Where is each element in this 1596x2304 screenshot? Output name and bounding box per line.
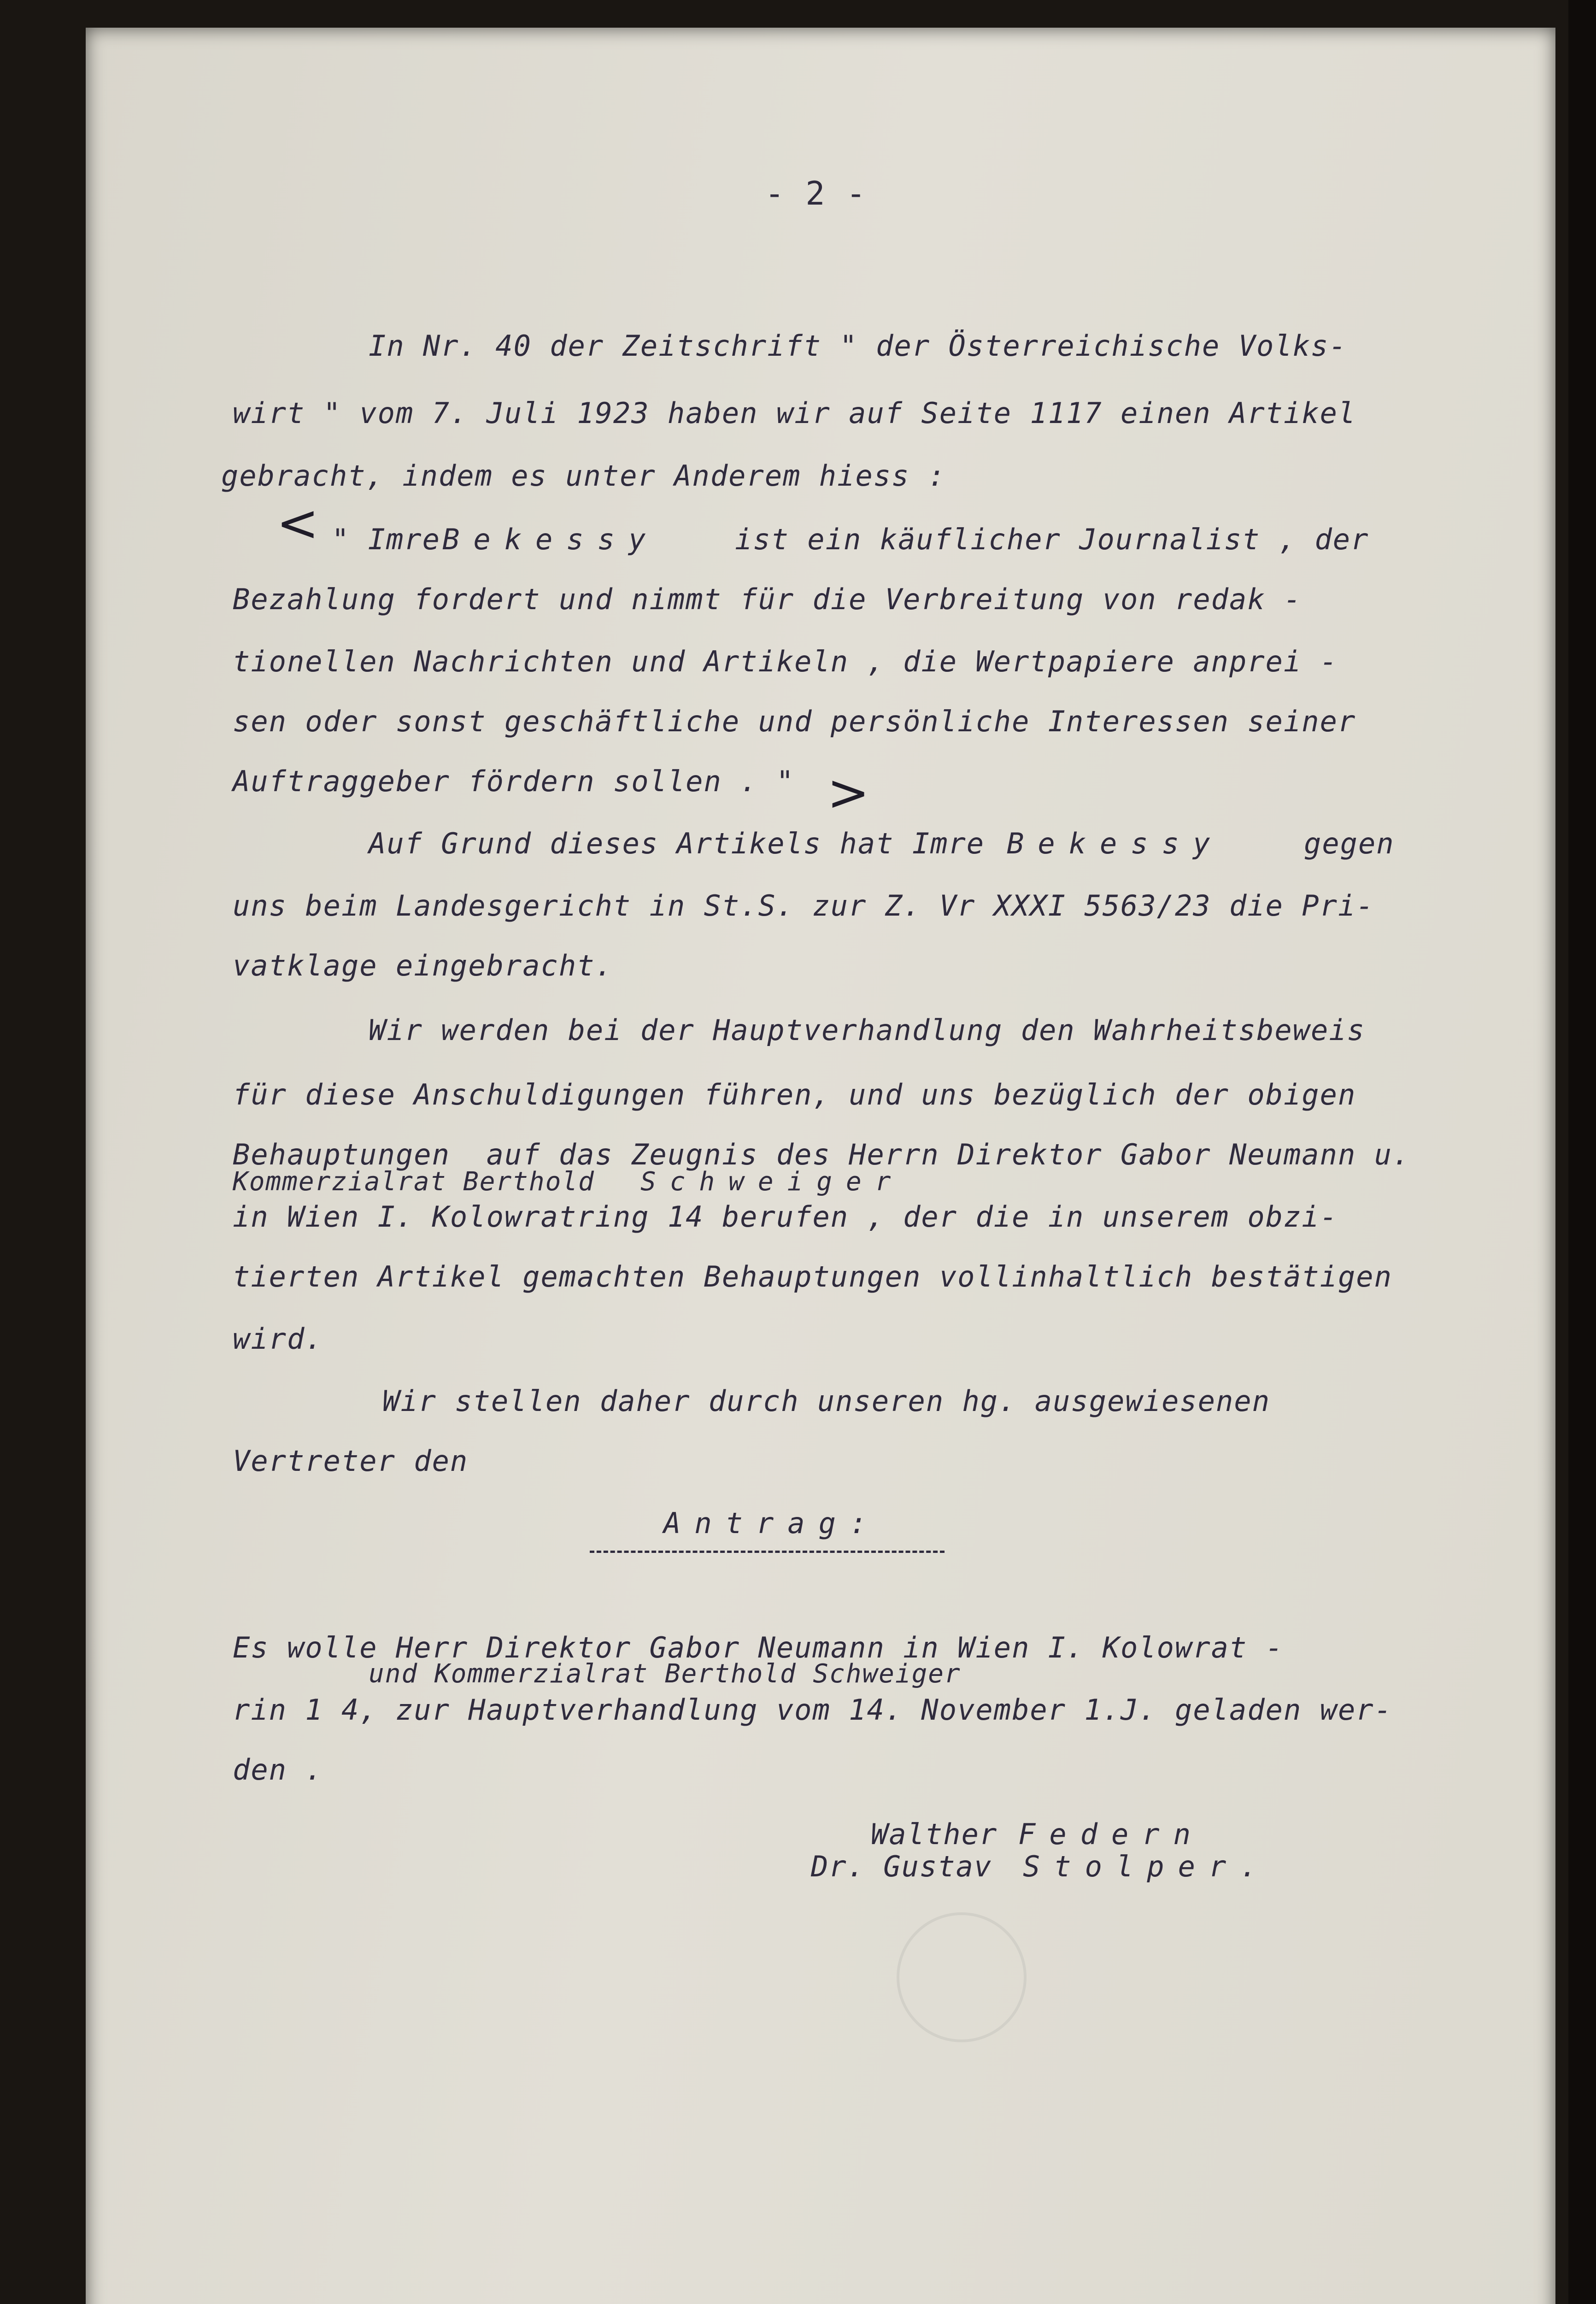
text-line: gegen xyxy=(1304,827,1395,860)
text-line: rin 1 4, zur Hauptverhandlung vom 14. November 1.J. geladen wer- xyxy=(233,1693,1392,1727)
text-line: Auf Grund dieses Artikels hat Imre xyxy=(369,827,985,860)
faded-stamp xyxy=(897,1912,1027,2042)
text-line: für diese Anschuldigungen führen, und uns bezüglich der obigen xyxy=(233,1078,1356,1111)
spaced-name: Schweiger xyxy=(640,1167,905,1197)
text-line: den . xyxy=(233,1753,323,1787)
scan-edge xyxy=(1568,0,1596,2304)
signature-line: Walther xyxy=(871,1817,998,1851)
text-line: tionellen Nachrichten und Artikeln , die Wertpapiere anprei - xyxy=(233,645,1338,678)
text-line: tierten Artikel gemachten Behauptungen vollinhaltlich bestätigen xyxy=(233,1260,1392,1293)
antrag-heading: Antrag: xyxy=(663,1506,881,1540)
text-line: und Kommerzialrat Berthold Schweiger xyxy=(369,1659,961,1689)
text-line: Auftraggeber fördern sollen . " xyxy=(233,764,795,798)
signature-line: Dr. Gustav xyxy=(811,1850,992,1883)
antrag-underline xyxy=(590,1551,945,1553)
text-line: In Nr. 40 der Zeitschrift " der Österreichische Volks- xyxy=(369,329,1347,363)
text-line: " Imre xyxy=(332,523,440,556)
signature-name: Stolper. xyxy=(1023,1850,1271,1883)
open-angle-mark: < xyxy=(276,494,319,552)
spaced-name: Bekessy xyxy=(442,523,660,556)
text-line: Wir stellen daher durch unseren hg. ausgewiesenen xyxy=(382,1384,1271,1418)
text-line: in Wien I. Kolowratring 14 berufen , der die in unserem obzi- xyxy=(233,1200,1338,1234)
text-line: Vertreter den xyxy=(233,1444,469,1478)
page-number: - 2 - xyxy=(765,175,867,212)
text-line: ist ein käuflicher Journalist , der xyxy=(735,523,1369,556)
text-line: Kommerzialrat Berthold xyxy=(233,1167,595,1197)
text-line: Wir werden bei der Hauptverhandlung den Wahrheitsbeweis xyxy=(369,1013,1365,1047)
text-line: wird. xyxy=(233,1322,323,1356)
close-angle-mark: > xyxy=(827,763,870,822)
text-line: Behauptungen auf das Zeugnis des Herrn Direktor Gabor Neumann u. xyxy=(233,1138,1411,1171)
text-line: uns beim Landesgericht in St.S. zur Z. Vr XXXI 5563/23 die Pri- xyxy=(233,889,1374,923)
signature-name: Federn xyxy=(1018,1817,1204,1851)
text-line: Es wolle Herr Direktor Gabor Neumann in Wien I. Kolowrat - xyxy=(233,1631,1284,1664)
text-line: wirt " vom 7. Juli 1923 haben wir auf Seite 1117 einen Artikel xyxy=(233,396,1356,430)
text-line: gebracht, indem es unter Anderem hiess : xyxy=(221,459,946,493)
spaced-name: Bekessy xyxy=(1007,827,1224,860)
text-line: sen oder sonst geschäftliche und persönliche Interessen seiner xyxy=(233,705,1356,738)
text-line: vatklage eingebracht. xyxy=(233,949,613,982)
text-line: Bezahlung fordert und nimmt für die Verbreitung von redak - xyxy=(233,582,1302,616)
